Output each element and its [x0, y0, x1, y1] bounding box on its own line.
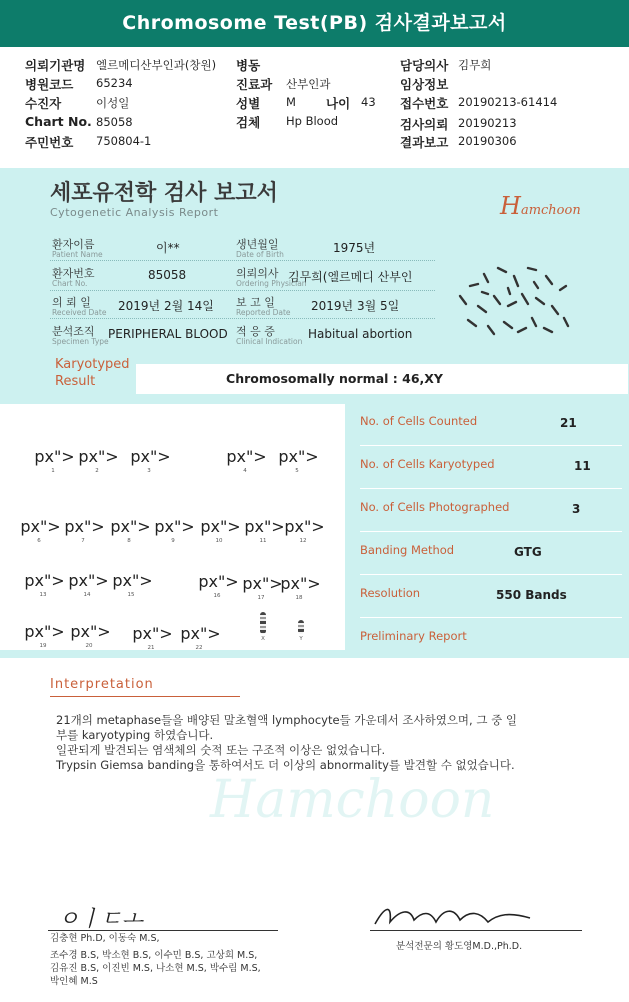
- stat-row: [360, 576, 622, 618]
- chromosome-label: 2: [95, 468, 99, 474]
- signature-line: [370, 930, 582, 931]
- chromosome-12: px"> 12: [284, 517, 325, 544]
- chromosome-17: px"> 17: [242, 574, 283, 601]
- chromosome-9: px"> 9: [154, 517, 195, 544]
- field-label: 환자번호: [52, 267, 95, 280]
- interpretation-line: 일관되게 발견되는 염색체의 숫적 또는 구조적 이상은 없었습니다.: [56, 743, 386, 757]
- stat-value: 21: [560, 416, 577, 430]
- field-label: 의뢰의사: [236, 267, 279, 280]
- chromosome-21: px"> 21: [132, 624, 173, 651]
- watermark: Hamchoon: [210, 770, 495, 830]
- cytogenetic-report: [0, 168, 629, 658]
- chromosome-label: 10: [215, 538, 223, 544]
- report-title-bar: Chromosome Test(PB) 검사결과보고서: [0, 0, 629, 47]
- age-label: 나이: [326, 96, 351, 111]
- signature-line: [48, 930, 278, 931]
- header-value: Hp Blood: [286, 114, 339, 128]
- patient-name: 이**: [156, 241, 180, 255]
- field-label-en: Date of Birth: [236, 250, 284, 259]
- stat-row: [360, 619, 622, 661]
- karyotyped-result-label: Karyotyped Result: [55, 357, 130, 389]
- interpretation-line: 부를 karyotyping 하였습니다.: [56, 728, 214, 742]
- report-title: 세포유전학 검사 보고서: [50, 181, 278, 206]
- chromosome-label: 14: [83, 592, 91, 598]
- stat-label: Preliminary Report: [360, 629, 467, 643]
- stat-value: 11: [574, 459, 591, 473]
- field-label-en: Received Date: [52, 308, 107, 317]
- stat-row: [360, 447, 622, 489]
- chromosome-label: 21: [147, 645, 155, 651]
- chromosome-label: 18: [295, 595, 303, 601]
- field-label-en: Specimen Type: [52, 337, 109, 346]
- header-label: 임상정보: [400, 77, 449, 92]
- field-label: 보 고 일: [236, 296, 275, 309]
- header-value: M: [286, 95, 296, 109]
- chromosome-label: 12: [299, 538, 307, 544]
- chromosome-label: 17: [257, 595, 265, 601]
- interpretation-line: Trypsin Giemsa banding을 통하여서도 더 이상의 abnormality를 발견할 수 없었습니다.: [56, 758, 515, 772]
- header-value: 김무희: [458, 58, 492, 72]
- header-label: 병원코드: [25, 77, 74, 92]
- report-subtitle: Cytogenetic Analysis Report: [50, 206, 219, 219]
- logo-text: amchoon: [520, 203, 581, 218]
- header-label: Chart No.: [25, 114, 92, 129]
- chromosome-label: 22: [195, 645, 203, 651]
- karyotype-result: Chromosomally normal : 46,XY: [136, 364, 628, 394]
- chromosome-Y: [288, 620, 314, 642]
- field-label: 환자이름: [52, 238, 95, 251]
- chromosome-label: 13: [39, 592, 47, 598]
- chromosome-label: 4: [243, 468, 247, 474]
- field-label: 적 응 증: [236, 325, 275, 338]
- stat-row: [360, 404, 622, 446]
- chromosome-X: [250, 612, 276, 642]
- chromosome-7: px"> 7: [64, 517, 105, 544]
- chromosome-15: px"> 15: [112, 571, 153, 598]
- signature-left: ㅇㅣㄷㅗ: [58, 907, 144, 932]
- chromosome-10: px"> 10: [200, 517, 241, 544]
- header-label: 주민번호: [25, 135, 74, 150]
- chromosome-label: 9: [171, 538, 175, 544]
- header-value: 이성일: [96, 96, 130, 110]
- stat-label: No. of Cells Photographed: [360, 500, 510, 514]
- stat-value: 3: [572, 502, 581, 516]
- stat-label: Resolution: [360, 586, 421, 600]
- field-label: 분석조직: [52, 325, 95, 338]
- stat-label: Banding Method: [360, 543, 455, 557]
- chromosome-19: px"> 19: [24, 622, 65, 649]
- dob-value: 1975년: [333, 241, 376, 255]
- received-date: 2019년 2월 14일: [118, 299, 214, 313]
- stat-row: [360, 533, 622, 575]
- chromosome-14: px"> 14: [68, 571, 109, 598]
- chromosome-label: X: [261, 636, 265, 642]
- chromosome-label: 3: [147, 468, 151, 474]
- field-label: 생년월일: [236, 238, 279, 251]
- chromosome-label: 15: [127, 592, 135, 598]
- hamchoon-logo: [500, 192, 581, 220]
- header-label: 의뢰기관명: [25, 58, 86, 73]
- header-label: 결과보고: [400, 135, 449, 150]
- stat-label: No. of Cells Counted: [360, 414, 478, 428]
- logo-letter: H: [500, 192, 521, 220]
- header-value: 산부인과: [286, 77, 331, 91]
- chromosome-label: 6: [37, 538, 41, 544]
- reported-date: 2019년 3월 5일: [311, 299, 400, 313]
- interpretation-text: [56, 713, 596, 773]
- chromosome-label: 16: [213, 593, 221, 599]
- stat-row: [360, 490, 622, 532]
- header-value: 65234: [96, 76, 133, 90]
- header-label: 검체: [236, 115, 261, 130]
- chromosome-13: px"> 13: [24, 571, 65, 598]
- chromosome-11: px"> 11: [244, 517, 285, 544]
- chromosome-16: px"> 16: [198, 572, 239, 599]
- chromosome-label: Y: [299, 636, 303, 642]
- header-label: 검사의뢰: [400, 117, 449, 132]
- chromosome-5: px"> 5: [278, 447, 319, 474]
- chromosome-label: 1: [51, 468, 55, 474]
- header-label: 진료과: [236, 77, 273, 92]
- chromosome-6: px"> 6: [20, 517, 61, 544]
- age-value: 43: [361, 95, 376, 109]
- header-value: 20190306: [458, 134, 517, 148]
- analyst-signature: 분석전문의 황도영M.D.,Ph.D.: [396, 941, 523, 952]
- staff-list: 김충현 Ph.D, 이동숙 M.S, 조수경 B.S, 박소현 B.S, 이수민 B.S, 고상희 M.S, 김유진 B.S, 이진빈 M.S, 나소현 M.S, 박수림 M.S, 박인혜 M.S: [50, 933, 261, 987]
- header-label: 수진자: [25, 96, 62, 111]
- metaphase-image: [448, 256, 578, 348]
- stat-label: No. of Cells Karyotyped: [360, 457, 495, 471]
- header-value: 20190213-61414: [458, 95, 558, 109]
- header-label: 접수번호: [400, 96, 449, 111]
- chromosome-4: px"> 4: [226, 447, 267, 474]
- stat-value: 550 Bands: [496, 588, 567, 602]
- field-label-en: Chart No.: [52, 279, 88, 288]
- chromosome-label: 7: [81, 538, 85, 544]
- chromosome-20: px"> 20: [70, 622, 111, 649]
- request-header: [0, 52, 629, 162]
- field-label-en: Clinical Indication: [236, 337, 303, 346]
- header-value: 엘르메디산부인과(창원): [96, 58, 217, 72]
- header-label: 성별: [236, 96, 261, 111]
- signature-right: [370, 900, 540, 932]
- stat-value: GTG: [514, 545, 542, 559]
- chromosome-label: 20: [85, 643, 93, 649]
- header-label: 담당의사: [400, 58, 449, 73]
- chromosome-1: px"> 1: [34, 447, 75, 474]
- chromosome-label: 8: [127, 538, 131, 544]
- chromosome-8: px"> 8: [110, 517, 151, 544]
- specimen-value: PERIPHERAL BLOOD: [108, 327, 228, 341]
- chromosome-2: px"> 2: [78, 447, 119, 474]
- chromosome-3: px"> 3: [130, 447, 171, 474]
- chromosome-22: px"> 22: [180, 624, 221, 651]
- interpretation-line: 21개의 metaphase들을 배양된 말초혈액 lymphocyte들 가운데서 조사하였으며, 그 중 일: [56, 713, 517, 727]
- chromosome-18: px"> 18: [280, 574, 321, 601]
- chart-number: 85058: [148, 268, 187, 282]
- karyogram: [0, 404, 345, 650]
- chromosome-label: 11: [259, 538, 267, 544]
- header-value: 750804-1: [96, 134, 152, 148]
- field-label-en: Ordering Physician: [236, 279, 307, 288]
- chromosome-label: 19: [39, 643, 47, 649]
- indication-value: Habitual abortion: [308, 327, 413, 341]
- header-label: 병동: [236, 58, 261, 73]
- field-label-en: Patient Name: [52, 250, 103, 259]
- chromosome-label: 5: [295, 468, 299, 474]
- header-value: 85058: [96, 115, 133, 129]
- interpretation-heading: Interpretation: [50, 677, 154, 692]
- header-value: 20190213: [458, 116, 517, 130]
- field-label: 의 뢰 일: [52, 296, 91, 309]
- analysis-stats: [345, 404, 629, 650]
- field-label-en: Reported Date: [236, 308, 291, 317]
- physician-value: 김무희(엘르메디 산부인: [288, 270, 413, 284]
